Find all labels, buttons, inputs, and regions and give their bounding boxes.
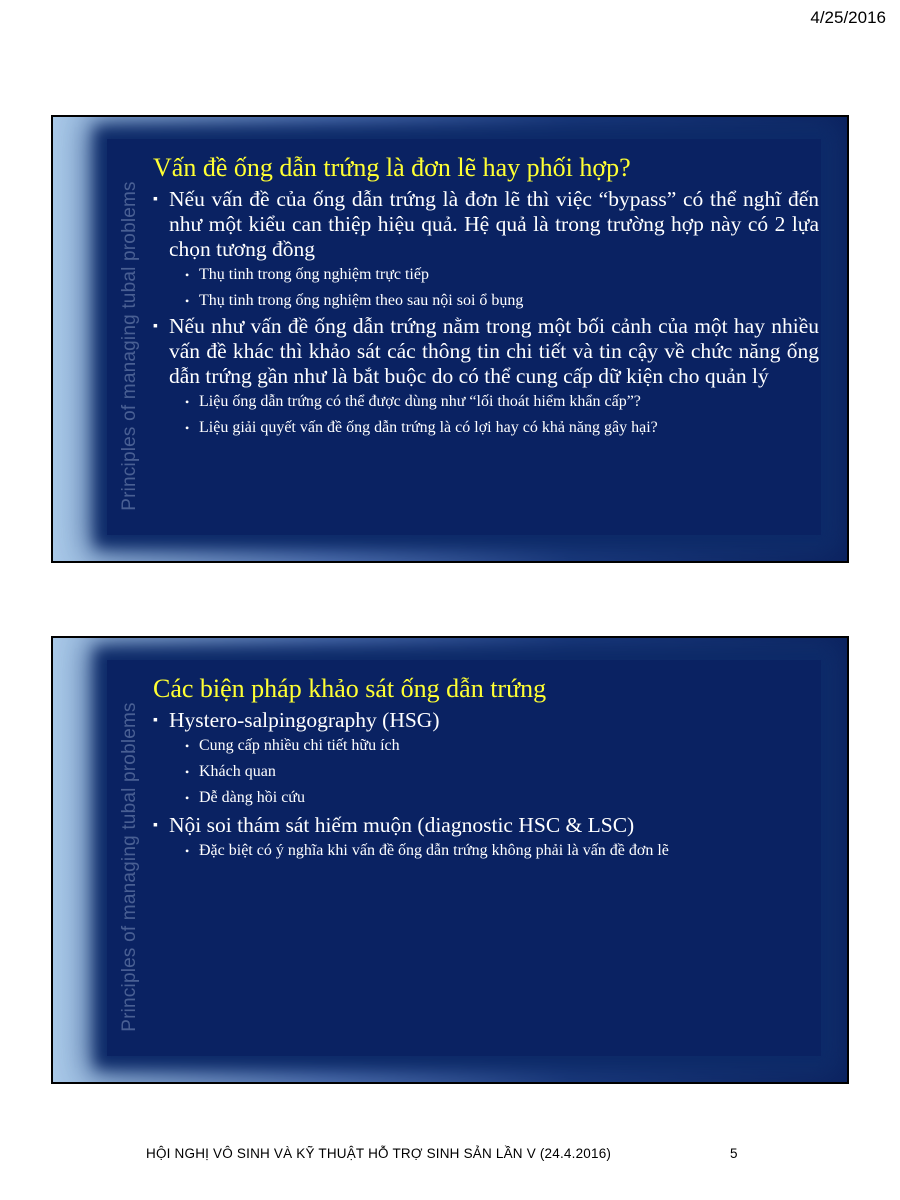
- page-number: 5: [730, 1146, 738, 1161]
- side-label-text: Principles of managing tubal problems: [119, 181, 140, 511]
- sub-bullet-item: • Liệu ống dẫn trứng có thể được dùng như “lối thoát hiểm khẩn cấp”?: [153, 389, 819, 415]
- slide-title: Vấn đề ống dẫn trứng là đơn lẽ hay phối hợp?: [153, 153, 631, 182]
- sub-bullet-item: • Thụ tinh trong ống nghiệm theo sau nội soi ổ bụng: [153, 288, 819, 314]
- bullet-item: ▪ Nội soi thám sát hiếm muộn (diagnostic HSC & LSC): [153, 813, 819, 838]
- slide-title: Các biện pháp khảo sát ống dẫn trứng: [153, 674, 547, 703]
- bullet-item: ▪ Nếu như vấn đề ống dẫn trứng nằm trong một bối cảnh của một hay nhiều vấn đề khác thì khảo sát các thông tin chi tiết và tin cậy về chức năng ống dẫn trứng gần như là bắt buộc do có thể cung cấp dữ kiện cho quản lý: [153, 314, 819, 389]
- side-label: [115, 682, 145, 1052]
- sub-bullet-item: • Đặc biệt có ý nghĩa khi vấn đề ống dẫn trứng không phải là vấn đề đơn lẽ: [153, 838, 819, 864]
- page-date: 4/25/2016: [810, 8, 886, 27]
- sub-bullet-item: • Khách quan: [153, 759, 819, 785]
- slide-content: [153, 153, 819, 441]
- slide-2: [51, 636, 849, 1084]
- sub-bullet-item: • Liệu giải quyết vấn đề ống dẫn trứng là có lợi hay có khả năng gây hại?: [153, 415, 819, 441]
- sub-bullet-item: • Cung cấp nhiều chi tiết hữu ích: [153, 733, 819, 759]
- footer-text: HỘI NGHỊ VÔ SINH VÀ KỸ THUẬT HỖ TRỢ SINH SẢN LẦN V (24.4.2016): [146, 1146, 612, 1161]
- side-label: [115, 161, 145, 531]
- sub-bullet-item: • Dễ dàng hồi cứu: [153, 785, 819, 811]
- sub-bullet-item: • Thụ tinh trong ống nghiệm trực tiếp: [153, 262, 819, 288]
- slide-1: [51, 115, 849, 563]
- bullet-item: ▪ Hystero-salpingography (HSG): [153, 708, 819, 733]
- bullet-item: ▪ Nếu vấn đề của ống dẫn trứng là đơn lẽ thì việc “bypass” có thể nghĩ đến như một kiểu can thiệp hiệu quả. Hệ quả là trong trường hợp này có 2 lựa chọn tương đồng: [153, 187, 819, 262]
- slide-content: [153, 674, 819, 864]
- side-label-text: Principles of managing tubal problems: [119, 702, 140, 1032]
